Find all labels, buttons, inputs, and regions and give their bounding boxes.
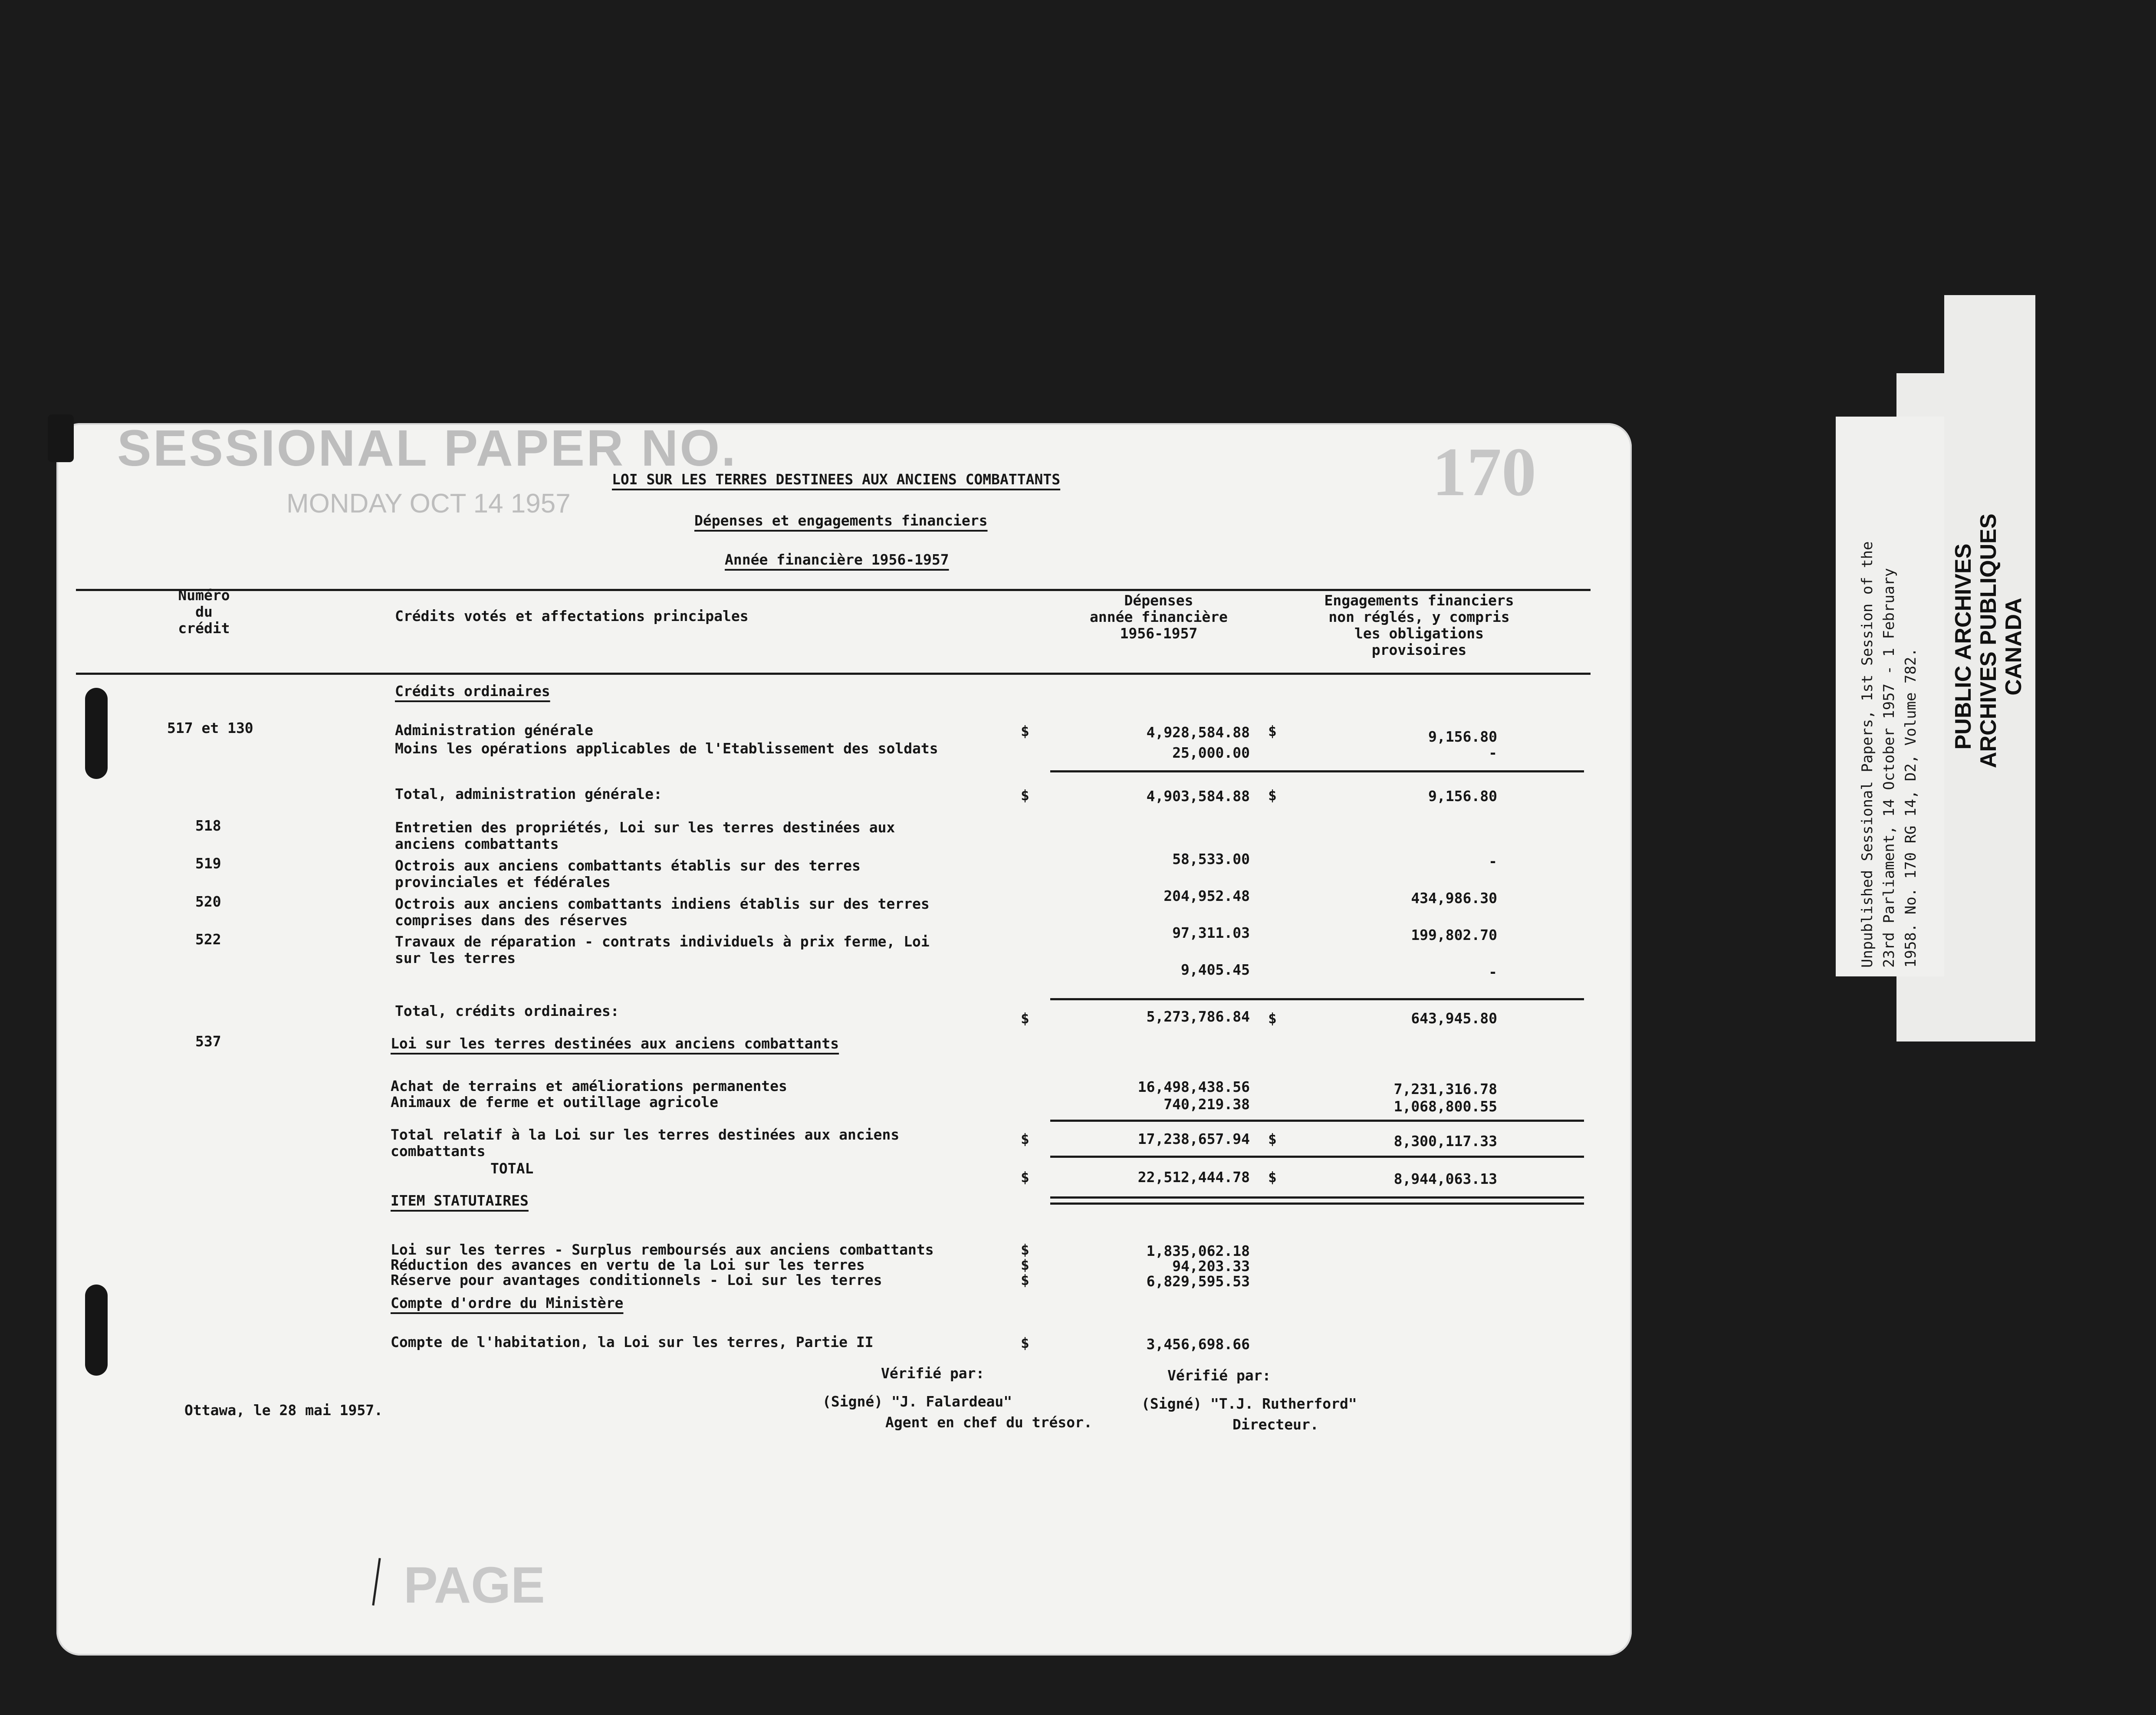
archive-caption-line-3: 1958. No. 170 RG 14, D2, Volume 782.	[1902, 648, 1919, 968]
row-land-expenditure: 16,498,438.56	[1137, 1078, 1250, 1095]
subtotal-rule	[1050, 1156, 1584, 1158]
row-less-commitment: -	[1489, 744, 1497, 761]
page-stamp: PAGE	[404, 1557, 545, 1614]
currency-sign: $	[1268, 787, 1277, 804]
header-rule-bottom	[76, 673, 1591, 675]
row-519-commitment: 434,986.30	[1411, 890, 1497, 907]
row-total-vla-expenditure: 17,238,657.94	[1137, 1130, 1250, 1147]
currency-sign: $	[1268, 1130, 1277, 1147]
currency-sign: $	[1021, 723, 1029, 739]
currency-sign: $	[1021, 1130, 1029, 1147]
row-520-label-cont: comprises dans des réserves	[395, 912, 628, 929]
signature-2: (Signé) "T.J. Rutherford"	[1141, 1395, 1357, 1412]
archive-caption-line-1: Unpublished Sessional Papers, 1st Session of the	[1859, 541, 1876, 968]
row-520-label: Octrois aux anciens combattants indiens établis sur des terres	[395, 895, 930, 912]
row-total-admin-label: Total, administration générale:	[395, 785, 662, 802]
row-stat2-label: Réduction des avances en vertu de la Loi sur les terres	[391, 1256, 865, 1273]
archive-caption	[1857, 541, 1922, 968]
row-grand-total-commitment: 8,944,063.13	[1394, 1170, 1497, 1187]
row-less-expenditure: 25,000.00	[1172, 744, 1250, 761]
row-admin-label: Administration générale	[395, 722, 593, 739]
row-518-commitment: -	[1489, 853, 1497, 870]
row-less-label: Moins les opérations applicables de l'Etablissement des soldats	[395, 740, 938, 757]
row-total-ordinary-label: Total, crédits ordinaires:	[395, 1002, 619, 1019]
row-518-label-cont: anciens combattants	[395, 835, 559, 852]
col-header-expenditures: Dépenses année financière 1956-1957	[1090, 592, 1228, 642]
document-title: LOI SUR LES TERRES DESTINEES AUX ANCIENS COMBATTANTS	[612, 471, 1061, 488]
grand-total-rule	[1050, 1196, 1584, 1199]
row-total-ordinary-commitment: 643,945.80	[1411, 1010, 1497, 1027]
credit-number-519: 519	[195, 855, 221, 872]
section-suspense: Compte d'ordre du Ministère	[391, 1294, 624, 1311]
signature-2-title: Directeur.	[1232, 1416, 1319, 1433]
row-stock-commitment: 1,068,800.55	[1394, 1098, 1497, 1115]
document-subtitle: Dépenses et engagements financiers	[694, 512, 988, 529]
row-total-admin-commitment: 9,156.80	[1428, 788, 1497, 805]
row-522-label: Travaux de réparation - contrats individuels à prix ferme, Loi	[395, 933, 930, 950]
row-grand-total-expenditure: 22,512,444.78	[1137, 1169, 1250, 1186]
archive-stamp-line-3: CANADA	[2001, 598, 2026, 696]
row-522-expenditure: 9,405.45	[1181, 961, 1250, 978]
date-stamp: MONDAY OCT 14 1957	[286, 489, 571, 519]
place-date: Ottawa, le 28 mai 1957.	[184, 1402, 383, 1419]
credit-number-518: 518	[195, 817, 221, 834]
subtotal-rule	[1050, 998, 1584, 1000]
section-ordinary-credits: Crédits ordinaires	[395, 683, 550, 700]
binder-hole	[85, 688, 108, 779]
archive-caption-line-2: 23rd Parliament, 14 October 1957 - 1 February	[1880, 568, 1898, 968]
row-total-vla-label-cont: combattants	[391, 1143, 486, 1160]
credit-number-522: 522	[195, 931, 221, 948]
row-519-label-cont: provinciales et fédérales	[395, 874, 611, 890]
row-518-label: Entretien des propriétés, Loi sur les terres destinées aux	[395, 819, 895, 836]
row-total-admin-expenditure: 4,903,584.88	[1146, 788, 1250, 805]
section-statutory: ITEM STATUTAIRES	[391, 1192, 529, 1209]
row-total-vla-commitment: 8,300,117.33	[1394, 1133, 1497, 1150]
col-header-credit-number: Numéro du crédit	[178, 587, 230, 637]
fiscal-year: Année financière 1956-1957	[725, 551, 949, 568]
signature-1: (Signé) "J. Falardeau"	[822, 1393, 1012, 1410]
label-notch	[1896, 295, 1944, 373]
row-518-expenditure: 58,533.00	[1172, 851, 1250, 867]
row-stock-expenditure: 740,219.38	[1163, 1096, 1250, 1113]
currency-sign: $	[1268, 1010, 1277, 1027]
row-land-label: Achat de terrains et améliorations permanentes	[391, 1078, 787, 1094]
row-519-expenditure: 204,952.48	[1163, 887, 1250, 904]
binder-hole	[85, 1285, 108, 1376]
row-suspense-expenditure: 3,456,698.66	[1146, 1336, 1250, 1353]
currency-sign: $	[1021, 787, 1029, 804]
section-vla: Loi sur les terres destinées aux anciens combattants	[391, 1035, 839, 1052]
page-mark	[372, 1558, 381, 1606]
row-total-vla-label: Total relatif à la Loi sur les terres destinées aux anciens	[391, 1126, 900, 1143]
subtotal-rule	[1050, 770, 1584, 772]
sessional-paper-stamp: SESSIONAL PAPER NO.	[117, 420, 737, 477]
row-stat2-expenditure: 94,203.33	[1172, 1258, 1250, 1275]
archive-stamp-line-1: PUBLIC ARCHIVES	[1951, 543, 1976, 750]
row-grand-total-label: TOTAL	[490, 1160, 534, 1177]
subtotal-rule	[1050, 1120, 1584, 1122]
credit-number-537: 537	[195, 1033, 221, 1050]
corner-mark	[48, 414, 74, 462]
currency-sign: $	[1021, 1169, 1029, 1186]
document-sheet	[56, 420, 1632, 1656]
paper-number-stamp: 170	[1432, 433, 1536, 510]
currency-sign: $	[1021, 1010, 1029, 1027]
currency-sign: $	[1268, 1169, 1277, 1186]
grand-total-rule-double	[1050, 1202, 1584, 1205]
credit-number-517-130: 517 et 130	[167, 720, 253, 736]
row-520-commitment: 199,802.70	[1411, 926, 1497, 943]
row-519-label: Octrois aux anciens combattants établis sur des terres	[395, 857, 861, 874]
verified-by-2: Vérifié par:	[1167, 1367, 1271, 1384]
row-stock-label: Animaux de ferme et outillage agricole	[391, 1094, 718, 1110]
row-admin-expenditure: 4,928,584.88	[1146, 724, 1250, 741]
row-522-commitment: -	[1489, 963, 1497, 980]
col-header-commitments: Engagements financiers non réglés, y compris les obligations provisoires	[1324, 592, 1514, 658]
currency-sign: $	[1021, 1256, 1029, 1273]
header-rule-top	[76, 589, 1591, 591]
currency-sign: $	[1021, 1271, 1029, 1288]
row-suspense-label: Compte de l'habitation, la Loi sur les terres, Partie II	[391, 1334, 874, 1350]
credit-number-520: 520	[195, 893, 221, 910]
row-stat1-label: Loi sur les terres - Surplus remboursés aux anciens combattants	[391, 1241, 934, 1258]
currency-sign: $	[1268, 723, 1277, 739]
row-520-expenditure: 97,311.03	[1172, 924, 1250, 941]
verified-by-1: Vérifié par:	[881, 1365, 985, 1382]
row-stat1-expenditure: 1,835,062.18	[1146, 1242, 1250, 1259]
row-stat3-label: Réserve pour avantages conditionnels - Loi sur les terres	[391, 1271, 882, 1288]
col-header-description: Crédits votés et affectations principales	[395, 608, 749, 624]
row-total-ordinary-expenditure: 5,273,786.84	[1146, 1008, 1250, 1025]
signature-1-title: Agent en chef du trésor.	[885, 1414, 1092, 1431]
row-land-commitment: 7,231,316.78	[1394, 1081, 1497, 1097]
row-admin-commitment: 9,156.80	[1428, 728, 1497, 745]
public-archives-stamp	[1951, 513, 2026, 768]
currency-sign: $	[1021, 1241, 1029, 1258]
currency-sign: $	[1021, 1334, 1029, 1351]
row-522-label-cont: sur les terres	[395, 949, 516, 966]
row-stat3-expenditure: 6,829,595.53	[1146, 1273, 1250, 1290]
archive-stamp-line-2: ARCHIVES PUBLIQUES	[1976, 513, 2001, 768]
